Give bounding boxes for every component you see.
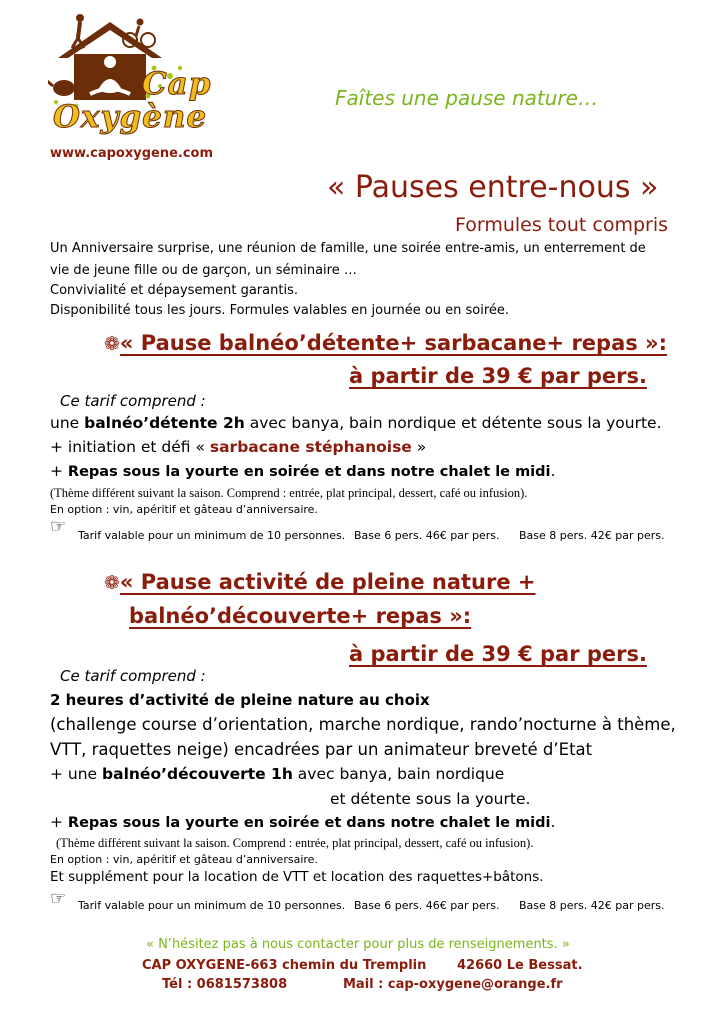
intro-line: Disponibilité tous les jours. Formules valables en journée ou en soirée. (50, 303, 510, 318)
offer2-item: 2 heures d’activité de pleine nature au choix (50, 691, 430, 709)
footer-phone: Tél : 0681573808 (162, 977, 288, 992)
offer1-includes-label: Ce tarif comprend : (60, 392, 206, 410)
page-title: « Pauses entre-nous » (327, 170, 659, 205)
offer1-theme-note: (Thème différent suivant la saison. Comprend : entrée, plat principal, dessert, café ou infusion). (50, 486, 528, 500)
offer2-heading-line2: balnéo’découverte+ repas »: (129, 604, 472, 628)
offer2-base6: Base 6 pers. 46€ par pers. (354, 899, 500, 912)
intro-line: Un Anniversaire surprise, une réunion de famille, une soirée entre-amis, un enterrement de (50, 241, 646, 256)
offer2-item: VTT, raquettes neige) encadrées par un animateur breveté d’Etat (50, 740, 593, 759)
offer2-extra-note: Et supplément pour la location de VTT et location des raquettes+bâtons. (50, 869, 544, 885)
offer2-heading: « Pause activité de pleine nature + (119, 570, 536, 594)
offer1-item: + initiation et défi « sarbacane stéphanoise » (50, 438, 427, 456)
tagline: Faîtes une pause nature… (335, 86, 598, 110)
offer2-item: (challenge course d’orientation, marche nordique, rando’nocturne à thème, (50, 715, 676, 734)
footer-city: 42660 Le Bessat. (457, 958, 583, 973)
offer1-base8: Base 8 pers. 42€ par pers. (519, 529, 665, 542)
offer2-item: et détente sous la yourte. (330, 790, 531, 808)
offer2-heading-row (104, 570, 536, 594)
offer2-theme-note: (Thème différent suivant la saison. Comprend : entrée, plat principal, dessert, café ou infusion). (56, 836, 534, 850)
offer1-price: à partir de 39 € par pers. (349, 364, 647, 388)
offer1-min-note: Tarif valable pour un minimum de 10 personnes. (78, 529, 346, 542)
logo-word-oxygene: Oxygène (53, 99, 208, 135)
offer2-min-row (50, 888, 66, 909)
page-subtitle: Formules tout compris (455, 214, 669, 236)
offer1-min-row (50, 516, 66, 537)
offer2-price: à partir de 39 € par pers. (349, 642, 647, 666)
offer1-base6: Base 6 pers. 46€ par pers. (354, 529, 500, 542)
flower-bullet-icon: ❁ (104, 572, 120, 594)
offer1-option-note: En option : vin, apéritif et gâteau d’anniversaire. (50, 503, 318, 516)
offer1-item: une balnéo’détente 2h avec banya, bain nordique et détente sous la yourte. (50, 414, 662, 432)
footer-email[interactable]: Mail : cap-oxygene@orange.fr (343, 977, 563, 992)
website-link[interactable]: www.capoxygene.com (50, 146, 214, 161)
offer2-base8: Base 8 pers. 42€ par pers. (519, 899, 665, 912)
offer2-item: + une balnéo’découverte 1h avec banya, bain nordique (50, 765, 505, 783)
offer1-item: + Repas sous la yourte en soirée et dans notre chalet le midi. (50, 462, 556, 480)
offer1-heading-row (104, 331, 667, 355)
offer1-heading: « Pause balnéo’détente+ sarbacane+ repas »: (119, 331, 668, 355)
offer2-option-note: En option : vin, apéritif et gâteau d’anniversaire. (50, 853, 318, 866)
logo-word-cap: Cap (142, 66, 212, 102)
offer2-item: + Repas sous la yourte en soirée et dans notre chalet le midi. (50, 813, 556, 831)
footer-contact-invite: « N’hésitez pas à nous contacter pour plus de renseignements. » (146, 937, 570, 952)
offer2-min-note: Tarif valable pour un minimum de 10 personnes. (78, 899, 346, 912)
pointing-hand-icon: ☞ (50, 516, 67, 537)
pointing-hand-icon: ☞ (50, 888, 67, 909)
intro-line: Convivialité et dépaysement garantis. (50, 283, 298, 298)
footer-address: CAP OXYGENE-663 chemin du Tremplin (142, 958, 427, 973)
intro-line: vie de jeune fille ou de garçon, un séminaire … (50, 263, 357, 278)
flower-bullet-icon: ❁ (104, 333, 120, 355)
offer2-includes-label: Ce tarif comprend : (60, 667, 206, 685)
